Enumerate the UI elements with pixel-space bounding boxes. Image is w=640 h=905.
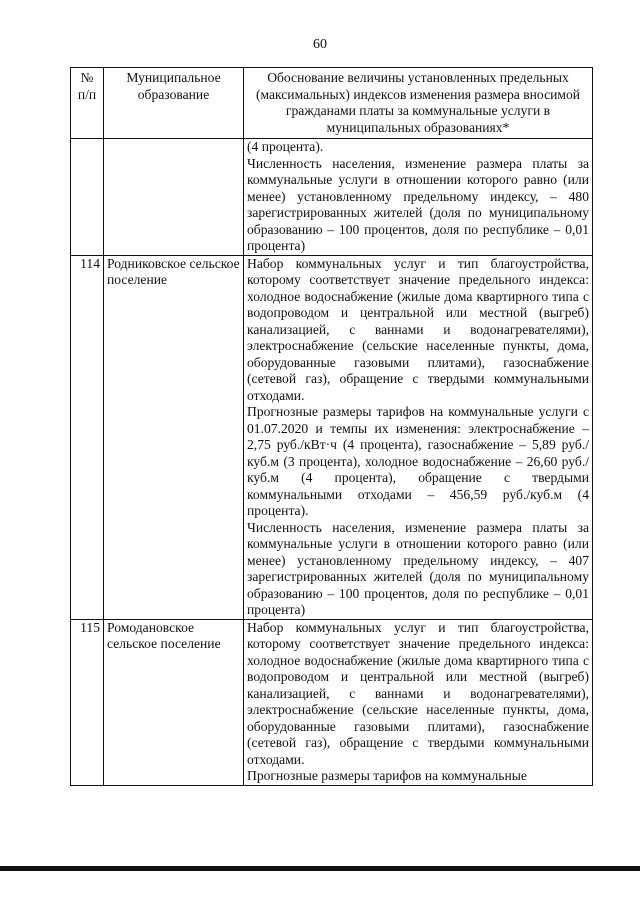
table-row xyxy=(71,139,593,256)
row-justification xyxy=(244,255,593,619)
justification-paragraph: Прогнозные размеры тарифов на коммунальные xyxy=(247,768,527,783)
justification-paragraph: Численность населения, изменение размера платы за коммунальные услуги в отношении которого равно (или менее) установленному предельному индексу, – 407 зарегистрированных жителей (доля по муниципальному образованию – 100 процентов, доля по республике – 0,01 процента) xyxy=(247,519,589,617)
header-municipality: Муниципальное образование xyxy=(104,68,244,139)
row-municipality xyxy=(104,139,244,256)
row-number: 114 xyxy=(71,255,104,619)
row-number xyxy=(71,139,104,256)
scan-edge-bar xyxy=(0,866,640,871)
justification-paragraph: (4 процента). xyxy=(247,139,324,154)
page-number: 60 xyxy=(313,37,327,52)
row-municipality: Ромодановское сельское поселение xyxy=(104,619,244,785)
justification-paragraph: Набор коммунальных услуг и тип благоустройства, которому соответствует значение предельного индекса: холодное водоснабжение (жилые дома квартирного типа с водопроводом и центральной или местной (выгреб) канализацией, с ваннами и водонагревателями), электроснабжение (сельские населенные пункты, дома, оборудованные газовыми плитами), газоснабжение (сетевой газ), обращение с твердыми коммунальными отходами. xyxy=(247,619,589,767)
row-justification xyxy=(244,619,593,785)
justification-paragraph: Численность населения, изменение размера платы за коммунальные услуги в отношении которого равно (или менее) установленному предельному индексу, – 480 зарегистрированных жителей (доля по муниципальному образованию – 100 процентов, доля по республике – 0,01 процента) xyxy=(247,155,589,253)
row-number: 115 xyxy=(71,619,104,785)
header-number: № п/п xyxy=(71,68,104,139)
table-header-row xyxy=(71,68,593,139)
table-row xyxy=(71,255,593,619)
municipal-index-table xyxy=(70,67,593,786)
row-justification xyxy=(244,139,593,256)
header-justification: Обоснование величины установленных предельных (максимальных) индексов изменения размера вносимой гражданами платы за коммунальные услуги в муниципальных образованиях* xyxy=(244,68,593,139)
justification-paragraph: Прогнозные размеры тарифов на коммунальные услуги с 01.07.2020 и темпы их изменения: электроснабжение – 2,75 руб./кВт·ч (4 процента), газоснабжение – 5,89 руб./куб.м (3 процента), холодное водоснабжение – 26,60 руб./куб.м (4 процента), обращение с твердыми коммунальными отходами – 456,59 руб./куб.м (4 процента). xyxy=(247,404,589,518)
justification-paragraph: Набор коммунальных услуг и тип благоустройства, которому соответствует значение предельного индекса: холодное водоснабжение (жилые дома квартирного типа с водопроводом и центральной или местной (выгреб) канализацией, с ваннами и водонагревателями), электроснабжение (сельские населенные пункты, дома, оборудованные газовыми плитами), газоснабжение (сетевой газ), обращение с твердыми коммунальными отходами. xyxy=(247,255,589,403)
row-municipality: Родниковское сельское поселение xyxy=(104,255,244,619)
table-row xyxy=(71,619,593,785)
